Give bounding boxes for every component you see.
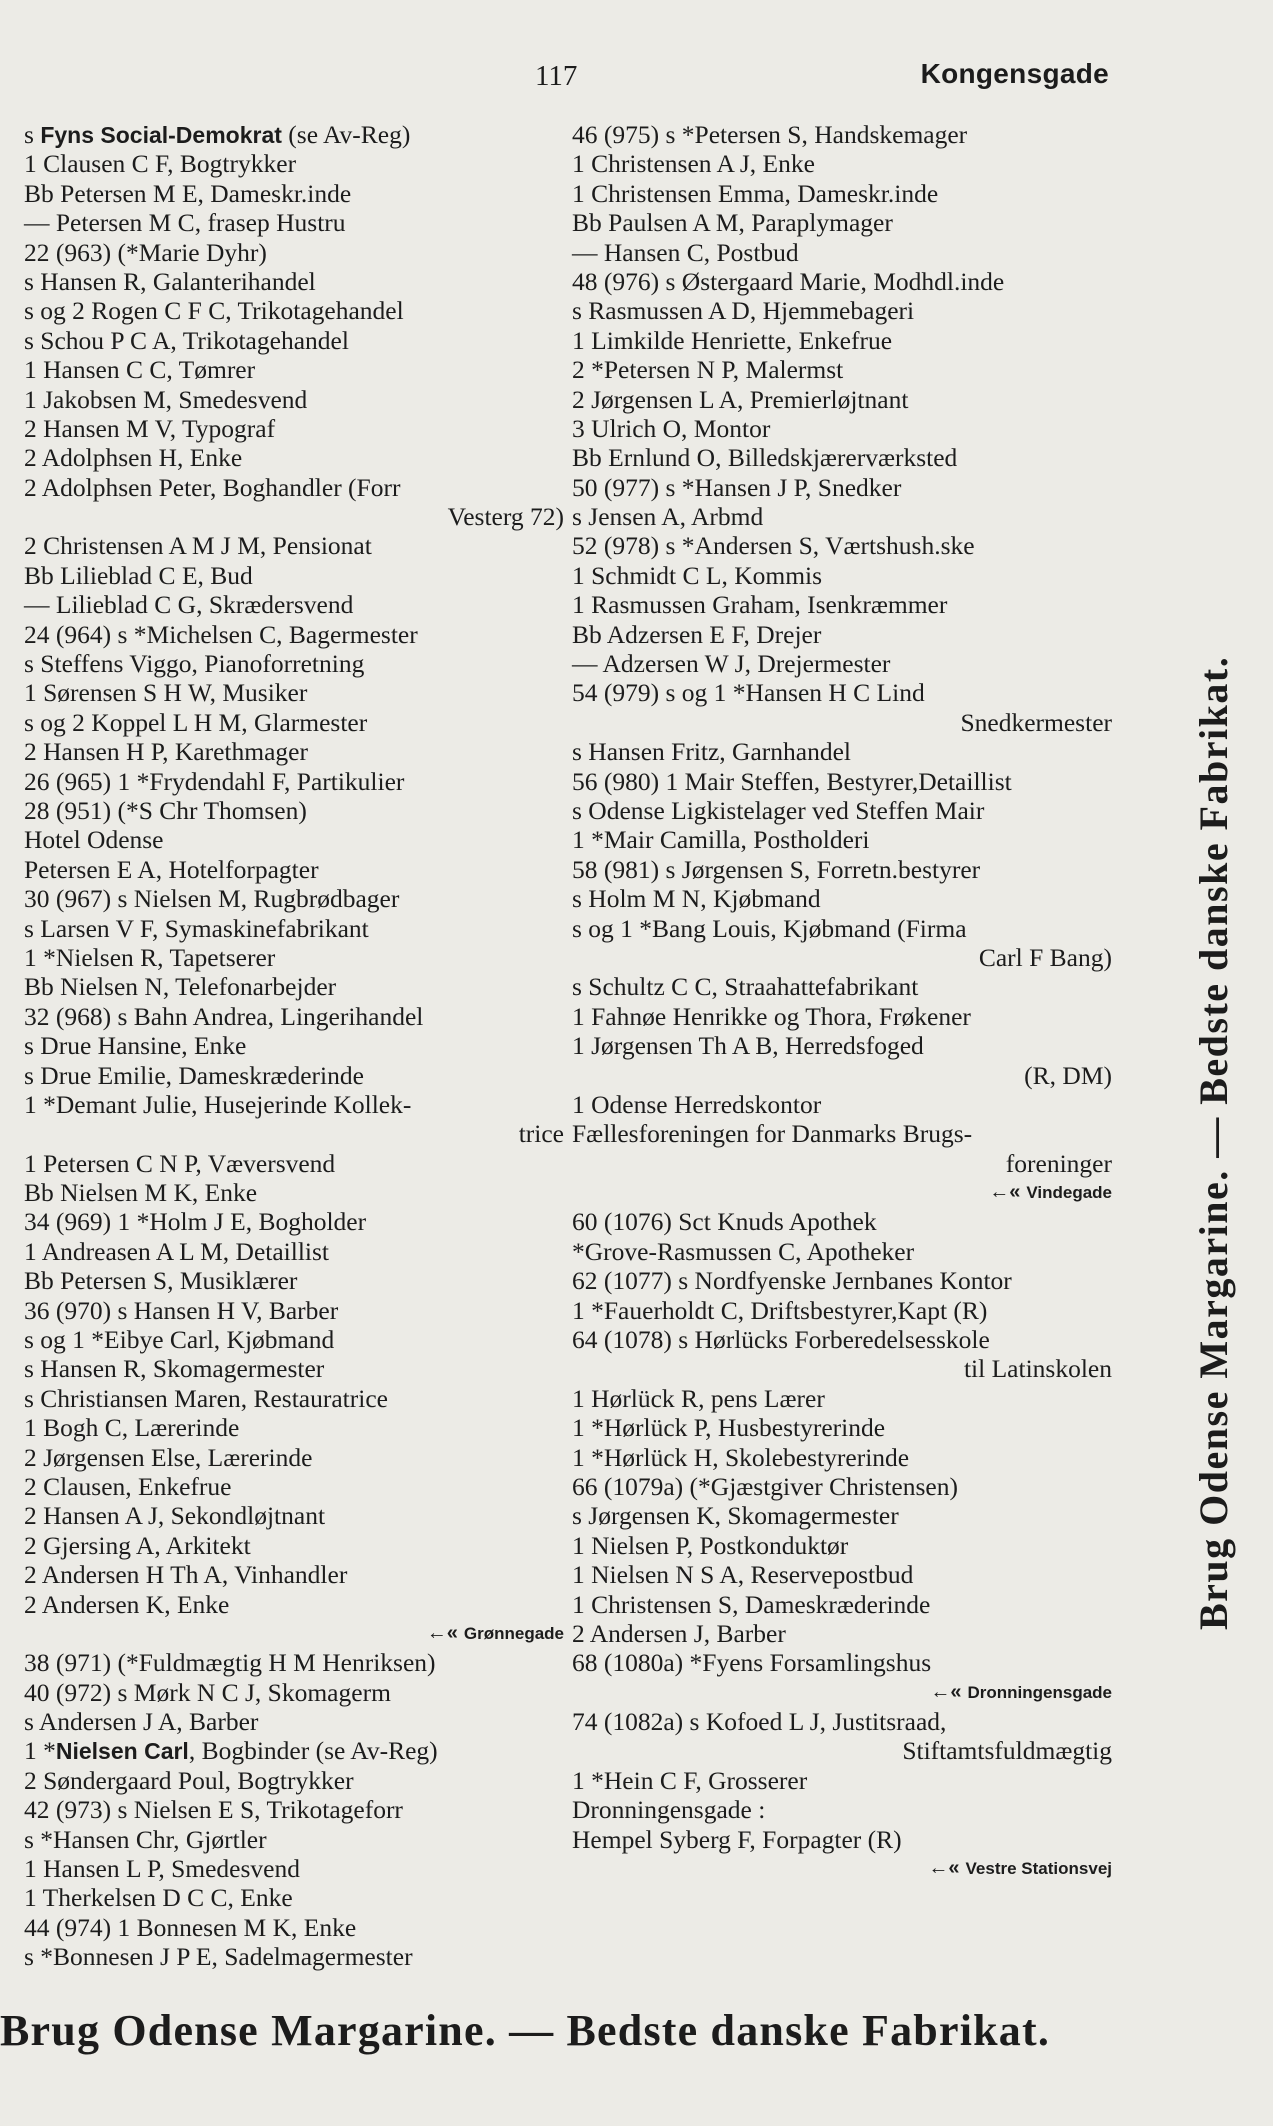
entry-text: 2 Gjersing A, Arkitekt — [24, 1530, 251, 1560]
directory-entry — [572, 1531, 1112, 1560]
entry-text: 2 Hansen H P, Karethmager — [24, 737, 308, 767]
directory-entry — [572, 561, 1112, 590]
entry-text: Hempel Syberg F, Forpagter (R) — [572, 1824, 902, 1854]
entry-text: 3 Ulrich O, Montor — [572, 413, 771, 443]
entry-text: 50 (977) s *Hansen J P, Snedker — [572, 472, 902, 502]
directory-entry — [572, 914, 1112, 943]
directory-entry — [24, 443, 564, 472]
directory-entry — [24, 1354, 564, 1383]
entry-text: 1 *Nielsen R, Tapetserer — [24, 942, 276, 972]
entry-text: 1 Hansen L P, Smedesvend — [24, 1854, 300, 1884]
entry-text: 2 Andersen H Th A, Vinhandler — [24, 1560, 348, 1590]
directory-entry — [572, 1766, 1112, 1795]
directory-entry — [572, 1472, 1112, 1501]
directory-entry — [572, 1237, 1112, 1266]
entry-text: 1 Hansen C C, Tømrer — [24, 355, 256, 385]
directory-entry — [572, 120, 1112, 149]
directory-entry — [572, 649, 1112, 678]
entry-text: Bb Petersen S, Musiklærer — [24, 1266, 298, 1296]
entry-text: s Hansen Fritz, Garnhandel — [572, 737, 852, 767]
directory-entry — [24, 531, 564, 560]
running-head-street: Kongensgade — [920, 58, 1109, 89]
directory-entry — [24, 473, 564, 502]
directory-entry — [572, 1648, 1112, 1677]
directory-entry — [572, 473, 1112, 502]
entry-text: 1 Rasmussen Graham, Isenkræmmer — [572, 590, 948, 620]
directory-entry — [572, 414, 1112, 443]
directory-entry — [572, 1825, 1112, 1854]
directory-entry — [24, 414, 564, 443]
entry-text: Hotel Odense — [24, 825, 164, 855]
entry-text: 40 (972) s Mørk N C J, Skomagerm — [24, 1677, 391, 1707]
directory-entry — [24, 1766, 564, 1795]
directory-entry — [24, 296, 564, 325]
directory-entry — [572, 1619, 1112, 1648]
directory-entry — [24, 267, 564, 296]
entry-text: 34 (969) 1 *Holm J E, Bogholder — [24, 1207, 367, 1237]
entry-text: 2 Andersen K, Enke — [24, 1589, 230, 1619]
directory-entry — [24, 855, 564, 884]
entry-text: 2 Adolphsen Peter, Boghandler (Forr — [24, 472, 401, 502]
directory-entry — [24, 825, 564, 854]
entry-text: s Rasmussen A D, Hjemmebageri — [572, 296, 915, 326]
entry-text: Stiftamtsfuldmægtig — [902, 1736, 1112, 1766]
directory-entry — [572, 1736, 1112, 1765]
cross-street-marker — [24, 1619, 564, 1648]
entry-text: s Drue Emilie, Dameskræderinde — [24, 1060, 364, 1090]
entry-text: 1 Nielsen P, Postkonduktør — [572, 1530, 849, 1560]
directory-entry — [572, 1090, 1112, 1119]
directory-entry — [572, 1002, 1112, 1031]
directory-entry — [24, 1795, 564, 1824]
directory-entry — [572, 1296, 1112, 1325]
entry-text: 1 Jørgensen Th A B, Herredsfoged — [572, 1031, 924, 1061]
directory-entry — [24, 649, 564, 678]
entry-text: Bb Petersen M E, Dameskr.inde — [24, 178, 352, 208]
entry-text: 1 Jakobsen M, Smedesvend — [24, 384, 308, 414]
entry-text: (R, DM) — [1024, 1060, 1112, 1090]
entry-text: 2 Christensen A M J M, Pensionat — [24, 531, 372, 561]
entry-text: 1 Clausen C F, Bogtrykker — [24, 149, 297, 179]
directory-entry — [24, 120, 564, 149]
directory-entry — [572, 1413, 1112, 1442]
directory-entry — [24, 796, 564, 825]
directory-entry — [24, 737, 564, 766]
cross-street-marker — [572, 1178, 1112, 1207]
directory-entry — [572, 1354, 1112, 1383]
entry-text: 1 Odense Herredskontor — [572, 1089, 822, 1119]
entry-text: 30 (967) s Nielsen M, Rugbrødbager — [24, 884, 400, 914]
arrow-left-icon: ←« — [930, 1680, 962, 1703]
directory-entry — [24, 208, 564, 237]
entry-text: s Steffens Viggo, Pianoforretning — [24, 649, 365, 679]
entry-text: 44 (974) 1 Bonnesen M K, Enke — [24, 1912, 357, 1942]
entry-text: 28 (951) (*S Chr Thomsen) — [24, 795, 307, 825]
directory-entry — [24, 1854, 564, 1883]
entry-text: — Petersen M C, frasep Hustru — [24, 208, 346, 238]
cross-street-label: Vindegade — [1026, 1183, 1112, 1203]
entry-text: 22 (963) (*Marie Dyhr) — [24, 237, 267, 267]
entry-text: 2 Adolphsen H, Enke — [24, 443, 243, 473]
directory-entry — [572, 355, 1112, 384]
directory-entry — [572, 1061, 1112, 1090]
entry-text: 2 Søndergaard Poul, Bogtrykker — [24, 1765, 354, 1795]
directory-entry — [24, 1531, 564, 1560]
entry-text: Fællesforeningen for Danmarks Brugs- — [572, 1119, 973, 1149]
entry-text: 2 Jørgensen L A, Premierløjtnant — [572, 384, 909, 414]
entry-text: s og 2 Koppel L H M, Glarmester — [24, 707, 368, 737]
directory-entry — [572, 1590, 1112, 1619]
directory-entry — [24, 678, 564, 707]
entry-text: 48 (976) s Østergaard Marie, Modhdl.inde — [572, 266, 1005, 296]
entry-text: s Jensen A, Arbmd — [572, 502, 764, 532]
entry-text: 60 (1076) Sct Knuds Apothek — [572, 1207, 877, 1237]
entry-text: s Holm M N, Kjøbmand — [572, 884, 821, 914]
entry-text: 1 Christensen S, Dameskræderinde — [572, 1589, 931, 1619]
directory-entry — [24, 1002, 564, 1031]
directory-entry — [24, 1031, 564, 1060]
entry-text: 42 (973) s Nielsen E S, Trikotageforr — [24, 1795, 403, 1825]
directory-entry — [572, 943, 1112, 972]
entry-text: 1 Schmidt C L, Kommis — [572, 560, 823, 590]
side-advertisement: Brug Odense Margarine. — Bedste danske Fabrikat. — [1191, 655, 1236, 1630]
cross-street-marker — [572, 1854, 1112, 1883]
directory-entry — [572, 767, 1112, 796]
entry-text: 1 *Demant Julie, Husejerinde Kollek- — [24, 1089, 412, 1119]
entry-text: s Odense Ligkistelager ved Steffen Mair — [572, 795, 985, 825]
directory-entry — [24, 1648, 564, 1677]
entry-text: 1 Hørlück R, pens Lærer — [572, 1383, 825, 1413]
entry-text: 1 *Hørlück H, Skolebestyrerinde — [572, 1442, 910, 1472]
entry-text: s og 2 Rogen C F C, Trikotagehandel — [24, 296, 404, 326]
directory-entry — [572, 1266, 1112, 1295]
entry-text: s *Hansen Chr, Gjørtler — [24, 1824, 267, 1854]
directory-entry — [572, 1119, 1112, 1148]
directory-entry — [24, 943, 564, 972]
entry-text: s Larsen V F, Symaskinefabrikant — [24, 913, 369, 943]
entry-text: Bb Lilieblad C E, Bud — [24, 560, 253, 590]
directory-entry — [572, 1031, 1112, 1060]
directory-entry — [572, 208, 1112, 237]
entry-text: 32 (968) s Bahn Andrea, Lingerihandel — [24, 1001, 424, 1031]
directory-entry — [24, 149, 564, 178]
cross-street-marker — [572, 1678, 1112, 1707]
entry-text: 2 Hansen M V, Typograf — [24, 413, 276, 443]
directory-entry — [572, 1443, 1112, 1472]
entry-text: 2 Andersen J, Barber — [572, 1618, 786, 1648]
directory-entry — [572, 1707, 1112, 1736]
entry-text: s og 1 *Eibye Carl, Kjøbmand — [24, 1325, 335, 1355]
directory-entry — [24, 1119, 564, 1148]
directory-entry — [24, 1472, 564, 1501]
entry-text: 1 Petersen C N P, Væversvend — [24, 1148, 336, 1178]
arrow-left-icon: ←« — [928, 1857, 960, 1880]
entry-text: 1 *Hørlück P, Husbestyrerinde — [572, 1413, 886, 1443]
directory-entry — [24, 1149, 564, 1178]
directory-entry — [24, 1413, 564, 1442]
directory-entry — [24, 355, 564, 384]
directory-entry — [572, 590, 1112, 619]
entry-text: s Hansen R, Skomagermester — [24, 1354, 325, 1384]
entry-text: 1 Fahnøe Henrikke og Thora, Frøkener — [572, 1001, 971, 1031]
directory-entry — [24, 972, 564, 1001]
directory-entry — [572, 502, 1112, 531]
left-column — [24, 120, 564, 1972]
cross-street-label: Grønnegade — [463, 1623, 564, 1643]
directory-entry — [24, 561, 564, 590]
arrow-left-icon: ←« — [426, 1621, 458, 1644]
arrow-left-icon: ←« — [989, 1181, 1021, 1204]
entry-text: 1 *Hein C F, Grosserer — [572, 1765, 808, 1795]
directory-entry — [24, 1560, 564, 1589]
directory-entry — [572, 149, 1112, 178]
directory-entry — [24, 1883, 564, 1912]
directory-entry — [24, 1061, 564, 1090]
directory-entry — [24, 1237, 564, 1266]
entry-text: 36 (970) s Hansen H V, Barber — [24, 1295, 339, 1325]
entry-text: 46 (975) s *Petersen S, Handskemager — [572, 120, 968, 149]
directory-entry — [24, 590, 564, 619]
entry-text: Bb Nielsen N, Telefonarbejder — [24, 972, 337, 1002]
entry-text: Snedkermester — [960, 707, 1112, 737]
directory-entry — [24, 385, 564, 414]
directory-entry — [24, 1825, 564, 1854]
entry-text: 2 Clausen, Enkefrue — [24, 1471, 232, 1501]
directory-entry — [24, 767, 564, 796]
directory-entry — [24, 1384, 564, 1413]
directory-entry — [572, 1207, 1112, 1236]
entry-text: 54 (979) s og 1 *Hansen H C Lind — [572, 678, 925, 708]
entry-bold-name: Fyns Social-Demokrat — [40, 122, 282, 148]
directory-entry — [572, 385, 1112, 414]
entry-text: trice — [518, 1119, 564, 1149]
directory-entry — [24, 1501, 564, 1530]
directory-entry — [572, 884, 1112, 913]
entry-text: (se Av-Reg) — [281, 120, 411, 149]
entry-text: til Latinskolen — [963, 1354, 1112, 1384]
directory-entry — [24, 1296, 564, 1325]
entry-text: s Jørgensen K, Skomagermester — [572, 1501, 899, 1531]
directory-entry — [24, 1443, 564, 1472]
entry-text: s Schultz C C, Straahattefabrikant — [572, 972, 919, 1002]
directory-entry — [572, 179, 1112, 208]
entry-text: 1 Nielsen N S A, Reservepostbud — [572, 1560, 914, 1590]
directory-entry — [24, 1090, 564, 1119]
directory-entry — [24, 238, 564, 267]
directory-entry — [24, 179, 564, 208]
entry-text: 24 (964) s *Michelsen C, Bagermester — [24, 619, 418, 649]
entry-text: s og 1 *Bang Louis, Kjøbmand (Firma — [572, 913, 967, 943]
directory-entry — [572, 1149, 1112, 1178]
directory-entry — [24, 1736, 564, 1765]
entry-text: 1 Limkilde Henriette, Enkefrue — [572, 325, 893, 355]
entry-text: Carl F Bang) — [978, 942, 1112, 972]
entry-text: s Drue Hansine, Enke — [24, 1031, 247, 1061]
directory-entry — [572, 620, 1112, 649]
directory-entry — [24, 1913, 564, 1942]
entry-text: 52 (978) s *Andersen S, Værtshush.ske — [572, 531, 975, 561]
page-number: 117 — [535, 60, 578, 92]
directory-entry — [24, 914, 564, 943]
entry-text: Dronningensgade : — [572, 1795, 766, 1825]
directory-entry — [24, 1207, 564, 1236]
directory-entry — [572, 825, 1112, 854]
entry-text: 2 *Petersen N P, Malermst — [572, 355, 844, 385]
entry-text: Vesterg 72) — [447, 502, 564, 532]
entry-text: 1 Sørensen S H W, Musiker — [24, 678, 308, 708]
entry-text: Petersen E A, Hotelforpagter — [24, 854, 319, 884]
directory-entry — [572, 855, 1112, 884]
entry-text: — Lilieblad C G, Skrædersvend — [24, 590, 354, 620]
entry-text: 1 Andreasen A L M, Detaillist — [24, 1236, 330, 1266]
entry-text: 64 (1078) s Hørlücks Forberedelsesskole — [572, 1325, 990, 1355]
directory-entry — [24, 1707, 564, 1736]
entry-text: 1 Christensen A J, Enke — [572, 149, 815, 179]
entry-text: 2 Jørgensen Else, Lærerinde — [24, 1442, 313, 1472]
directory-entry — [572, 708, 1112, 737]
directory-entry — [24, 1590, 564, 1619]
entry-text: 2 Hansen A J, Sekondløjtnant — [24, 1501, 326, 1531]
entry-text: 68 (1080a) *Fyens Forsamlingshus — [572, 1648, 932, 1678]
directory-entry — [24, 1942, 564, 1971]
entry-text: 1 Christensen Emma, Dameskr.inde — [572, 178, 939, 208]
entry-text: 38 (971) (*Fuldmægtig H M Henriksen) — [24, 1648, 436, 1678]
directory-entry — [572, 796, 1112, 825]
entry-text: foreninger — [1005, 1148, 1112, 1178]
entry-text: 26 (965) 1 *Frydendahl F, Partikulier — [24, 766, 405, 796]
directory-entry — [572, 531, 1112, 560]
entry-prefix: s — [24, 120, 41, 149]
cross-street-label: Vestre Stationsvej — [965, 1859, 1112, 1879]
directory-entry — [572, 326, 1112, 355]
directory-entry — [572, 972, 1112, 1001]
entry-text: Bb Ernlund O, Billedskjærerværksted — [572, 443, 958, 473]
entry-bold-name: Nielsen Carl — [55, 1738, 189, 1765]
directory-entry — [572, 1795, 1112, 1824]
directory-entry — [24, 326, 564, 355]
entry-text: 1 *Mair Camilla, Postholderi — [572, 825, 870, 855]
entry-text: 66 (1079a) (*Gjæstgiver Christensen) — [572, 1471, 958, 1501]
entry-text: s Andersen J A, Barber — [24, 1707, 259, 1737]
directory-entry — [24, 1266, 564, 1295]
right-column — [572, 120, 1112, 1883]
entry-text: s *Bonnesen J P E, Sadelmagermester — [24, 1942, 413, 1972]
entry-text: Bb Adzersen E F, Drejer — [572, 619, 822, 649]
entry-text: s Christiansen Maren, Restauratrice — [24, 1383, 388, 1413]
directory-entry — [572, 737, 1112, 766]
entry-text: *Grove-Rasmussen C, Apotheker — [572, 1236, 915, 1266]
entry-text: 1 Bogh C, Lærerinde — [24, 1413, 240, 1443]
entry-text: 62 (1077) s Nordfyenske Jernbanes Kontor — [572, 1266, 1012, 1296]
directory-entry — [24, 1178, 564, 1207]
entry-text: 74 (1082a) s Kofoed L J, Justitsraad, — [572, 1707, 947, 1737]
directory-entry — [572, 443, 1112, 472]
entry-text: Bb Paulsen A M, Paraplymager — [572, 208, 893, 238]
entry-text: , Bogbinder (se Av-Reg) — [188, 1736, 438, 1766]
directory-entry — [24, 1678, 564, 1707]
entry-text: s Hansen R, Galanterihandel — [24, 266, 316, 296]
directory-entry — [572, 1325, 1112, 1354]
directory-entry — [24, 1325, 564, 1354]
directory-entry — [572, 1501, 1112, 1530]
bottom-advertisement: Brug Odense Margarine. — Bedste danske Fabrikat. — [0, 2006, 1051, 2055]
directory-entry — [572, 267, 1112, 296]
entry-text: — Adzersen W J, Drejermester — [572, 649, 891, 679]
entry-text: 58 (981) s Jørgensen S, Forretn.bestyrer — [572, 854, 981, 884]
cross-street-label: Dronningensgade — [967, 1682, 1112, 1702]
entry-text: s Schou P C A, Trikotagehandel — [24, 325, 349, 355]
directory-entry — [572, 296, 1112, 325]
directory-entry — [572, 1560, 1112, 1589]
directory-entry — [24, 708, 564, 737]
entry-text: 1 *Fauerholdt C, Driftsbestyrer,Kapt (R) — [572, 1295, 988, 1325]
entry-text: 1 Therkelsen D C C, Enke — [24, 1883, 293, 1913]
directory-entry — [24, 502, 564, 531]
directory-entry — [572, 678, 1112, 707]
directory-entry — [24, 620, 564, 649]
entry-text: 56 (980) 1 Mair Steffen, Bestyrer,Detaillist — [572, 766, 1012, 796]
entry-text: — Hansen C, Postbud — [572, 237, 799, 267]
directory-entry — [24, 884, 564, 913]
directory-entry — [572, 238, 1112, 267]
entry-prefix: 1 * — [24, 1736, 56, 1766]
entry-text: Bb Nielsen M K, Enke — [24, 1178, 258, 1208]
directory-entry — [572, 1384, 1112, 1413]
